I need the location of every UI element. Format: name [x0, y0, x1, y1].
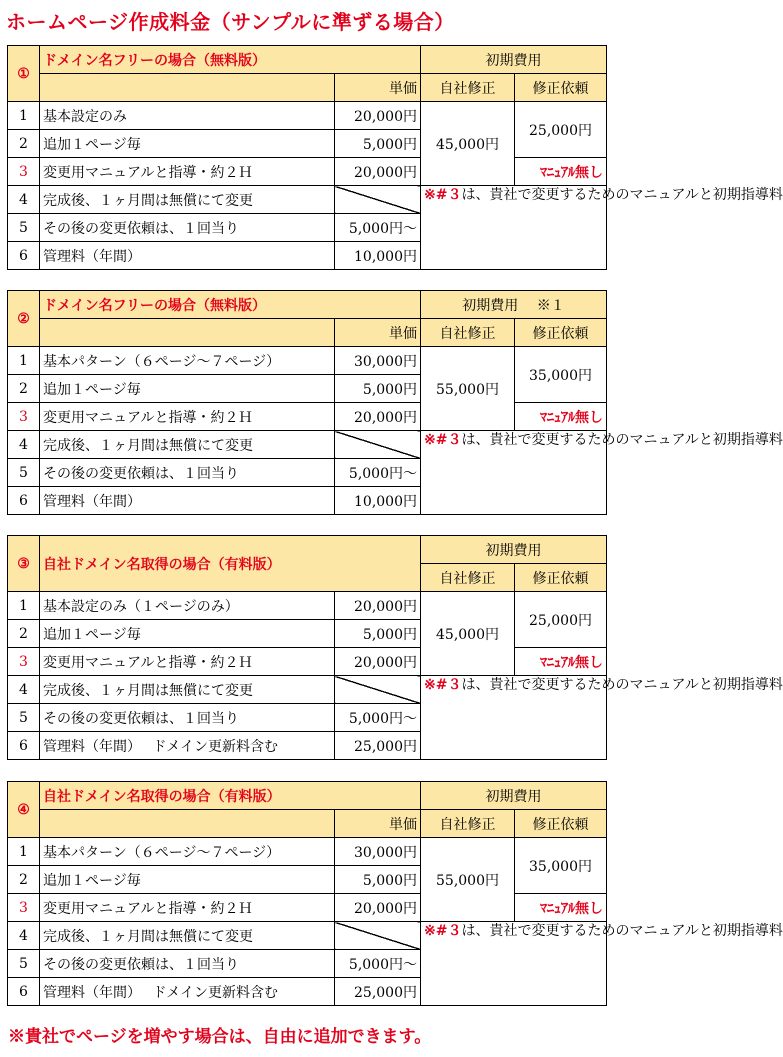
row-number: 3 [8, 894, 40, 922]
in-house-header: 自社修正 [421, 564, 515, 592]
initial-fee-header: 初期費用 [421, 46, 607, 74]
initial-fee-header: 初期費用 [421, 536, 607, 564]
row-number: 4 [8, 186, 40, 214]
item-price: 5,000円 [335, 130, 421, 158]
item-label: 追加１ページ毎 [40, 620, 335, 648]
item-label: 追加１ページ毎 [40, 375, 335, 403]
request-price: 35,000円 [515, 838, 607, 894]
note-text: は、貴社で変更するためのマニュアルと初期指導料 [461, 677, 783, 693]
item-price: 30,000円 [335, 838, 421, 866]
item-price: 20,000円 [335, 648, 421, 676]
item-price: 10,000円 [335, 242, 421, 270]
in-house-price: 55,000円 [421, 838, 515, 922]
in-house-price: 45,000円 [421, 592, 515, 676]
item-label: 管理料（年間） ドメイン更新料含む [40, 732, 335, 760]
row-number: 3 [8, 158, 40, 186]
row-number: 6 [8, 978, 40, 1006]
request-price: 25,000円 [515, 102, 607, 158]
item-price: 20,000円 [335, 158, 421, 186]
row-number: 5 [8, 459, 40, 487]
item-label: 完成後、１ヶ月間は無償にて変更 [40, 922, 335, 950]
item-price: 5,000円～ [335, 950, 421, 978]
in-house-header: 自社修正 [421, 810, 515, 838]
price-table-section-2 [7, 290, 783, 515]
note-mark: ※#３ [424, 432, 462, 448]
item-price: 20,000円 [335, 102, 421, 130]
section-title: 自社ドメイン名取得の場合（有料版） [40, 536, 421, 592]
in-house-price: 45,000円 [421, 102, 515, 186]
item-label: 追加１ページ毎 [40, 866, 335, 894]
item-label: その後の変更依頼は、１回当り [40, 704, 335, 732]
item-label: 変更用マニュアルと指導・約２Ｈ [40, 894, 335, 922]
row-number: 1 [8, 838, 40, 866]
item-price: 5,000円 [335, 375, 421, 403]
item-label: 基本設定のみ [40, 102, 335, 130]
item-price: 5,000円～ [335, 704, 421, 732]
item-price: 5,000円～ [335, 459, 421, 487]
manual-none-label: ﾏﾆｭｱﾙ無し [515, 894, 607, 922]
row-number: 2 [8, 620, 40, 648]
note-cell [421, 676, 783, 760]
row-number: 3 [8, 403, 40, 431]
in-house-header: 自社修正 [421, 74, 515, 102]
in-house-price: 55,000円 [421, 347, 515, 431]
row-number: 1 [8, 347, 40, 375]
row-number: 5 [8, 704, 40, 732]
row-number: 2 [8, 375, 40, 403]
header-spacer [40, 319, 335, 347]
row-number: 5 [8, 950, 40, 978]
item-label: その後の変更依頼は、１回当り [40, 459, 335, 487]
item-price: 5,000円 [335, 620, 421, 648]
item-label: 管理料（年間） ドメイン更新料含む [40, 978, 335, 1006]
row-number: 1 [8, 592, 40, 620]
header-spacer [40, 74, 335, 102]
section-number-mark: ④ [8, 782, 40, 838]
section-number-mark: ① [8, 46, 40, 102]
diagonal-empty-cell [335, 431, 421, 459]
in-house-header: 自社修正 [421, 319, 515, 347]
item-label: 管理料（年間） [40, 242, 335, 270]
initial-fee-header: 初期費用 ※１ [421, 291, 607, 319]
header-spacer [40, 810, 335, 838]
row-number: 4 [8, 676, 40, 704]
request-header: 修正依頼 [515, 810, 607, 838]
section-title: ドメイン名フリーの場合（無料版） [40, 291, 421, 319]
item-price: 25,000円 [335, 978, 421, 1006]
item-price: 25,000円 [335, 732, 421, 760]
price-table-section-1 [7, 45, 783, 270]
item-price: 10,000円 [335, 487, 421, 515]
row-number: 6 [8, 242, 40, 270]
note-cell [421, 186, 783, 270]
note-text: は、貴社で変更するためのマニュアルと初期指導料 [461, 923, 783, 939]
item-price: 5,000円 [335, 866, 421, 894]
row-number: 2 [8, 130, 40, 158]
item-label: その後の変更依頼は、１回当り [40, 950, 335, 978]
unit-price-header: 単価 [335, 810, 421, 838]
unit-price-header: 単価 [335, 74, 421, 102]
manual-none-label: ﾏﾆｭｱﾙ無し [515, 158, 607, 186]
request-price: 25,000円 [515, 592, 607, 648]
request-price: 35,000円 [515, 347, 607, 403]
item-price: 20,000円 [335, 403, 421, 431]
diagonal-empty-cell [335, 922, 421, 950]
row-number: 4 [8, 922, 40, 950]
initial-fee-header: 初期費用 [421, 782, 607, 810]
item-price: 5,000円～ [335, 214, 421, 242]
row-number: 2 [8, 866, 40, 894]
note-mark: ※#３ [424, 187, 462, 203]
item-label: 変更用マニュアルと指導・約２Ｈ [40, 403, 335, 431]
unit-price-header: 単価 [335, 319, 421, 347]
note-cell [421, 922, 783, 1006]
item-label: 追加１ページ毎 [40, 130, 335, 158]
note-mark: ※#３ [424, 677, 462, 693]
item-label: 基本パターン（６ページ～７ページ） [40, 347, 335, 375]
diagonal-empty-cell [335, 186, 421, 214]
price-table-section-4 [7, 781, 783, 1006]
section-title: ドメイン名フリーの場合（無料版） [40, 46, 421, 74]
note-cell [421, 431, 783, 515]
price-table-section-3 [7, 535, 783, 760]
row-number: 1 [8, 102, 40, 130]
item-price: 20,000円 [335, 592, 421, 620]
row-number: 3 [8, 648, 40, 676]
note-text: は、貴社で変更するためのマニュアルと初期指導料 [461, 432, 783, 448]
item-label: 基本パターン（６ページ～７ページ） [40, 838, 335, 866]
section-title: 自社ドメイン名取得の場合（有料版） [40, 782, 421, 810]
section-number-mark: ② [8, 291, 40, 347]
item-label: その後の変更依頼は、１回当り [40, 214, 335, 242]
row-number: 5 [8, 214, 40, 242]
item-label: 基本設定のみ（１ページのみ） [40, 592, 335, 620]
item-label: 管理料（年間） [40, 487, 335, 515]
item-label: 変更用マニュアルと指導・約２Ｈ [40, 158, 335, 186]
diagonal-empty-cell [335, 676, 421, 704]
note-text: は、貴社で変更するためのマニュアルと初期指導料 [461, 187, 783, 203]
row-number: 6 [8, 732, 40, 760]
item-price: 20,000円 [335, 894, 421, 922]
section-number-mark: ③ [8, 536, 40, 592]
note-mark: ※#３ [424, 923, 462, 939]
item-price: 30,000円 [335, 347, 421, 375]
manual-none-label: ﾏﾆｭｱﾙ無し [515, 403, 607, 431]
request-header: 修正依頼 [515, 74, 607, 102]
item-label: 完成後、１ヶ月間は無償にて変更 [40, 676, 335, 704]
request-header: 修正依頼 [515, 319, 607, 347]
row-number: 4 [8, 431, 40, 459]
manual-none-label: ﾏﾆｭｱﾙ無し [515, 648, 607, 676]
item-label: 完成後、１ヶ月間は無償にて変更 [40, 186, 335, 214]
page-title: ホームページ作成料金（サンプルに準ずる場合） [6, 10, 455, 34]
request-header: 修正依頼 [515, 564, 607, 592]
footer-note: ※貴社でページを増やす場合は、自由に追加できます。 [8, 1027, 432, 1047]
row-number: 6 [8, 487, 40, 515]
item-label: 完成後、１ヶ月間は無償にて変更 [40, 431, 335, 459]
item-label: 変更用マニュアルと指導・約２Ｈ [40, 648, 335, 676]
